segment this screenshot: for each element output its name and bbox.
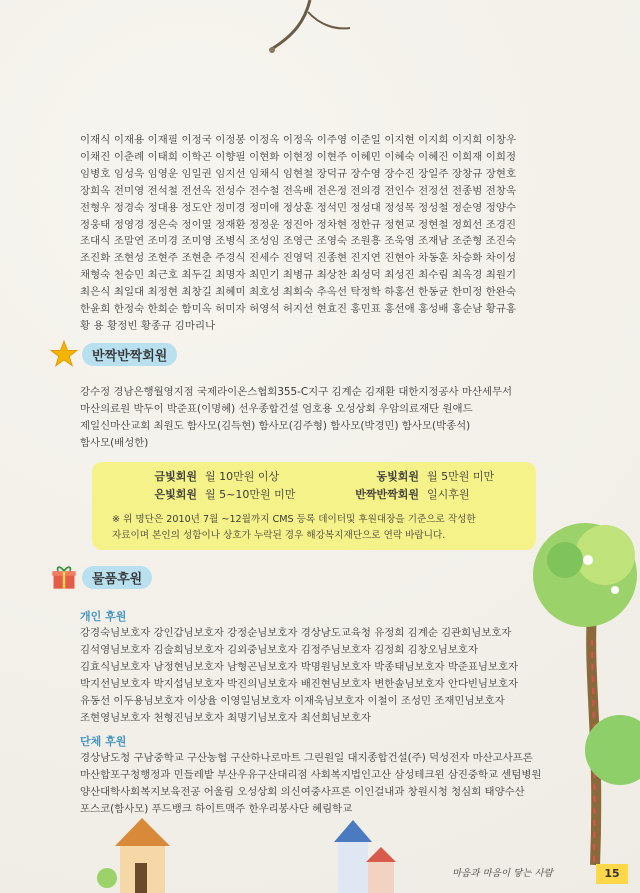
donor-row: 유동선 이두용님보호자 이상율 이영일님보호자 이재욱님보호자 이철이 조성민 조재민님보호자 [80, 695, 505, 707]
donor-row: 마산합포구청행정과 민들레밭 부산우유구산대리점 사회복지법인고산 삼성테크윈 삼진중학교 센텀병원 [80, 769, 542, 781]
sponsor-row: 함사모(배성한) [80, 437, 149, 449]
subheading-group: 단체 후원 [80, 735, 127, 748]
tier-note: ※ 위 명단은 2010년 7월 ~12월까지 CMS 등록 데이터및 후원대장을 기준으로 작성한 자료이며 본인의 성함이나 상호가 누락된 경우 해강복지재단으로 연락 바랍니다. [112, 514, 476, 541]
name-row: 이재식 이재용 이재필 이정국 이정봉 이정옥 이정옥 이주영 이준일 이지현 이지희 이지희 이창우 [80, 134, 517, 146]
donor-row: 박지선님보호자 박지섭님보호자 박진의님보호자 배진현님보호자 변한솔님보호자 안다빈님보호자 [80, 678, 519, 690]
donor-row: 김효식님보호자 남정현님보호자 남형곤님보호자 박명원님보호자 박종태님보호자 박준표님보호자 [80, 661, 519, 673]
name-row: 조대식 조말연 조미경 조미영 조병식 조성임 조영근 조영숙 조원흥 조욱영 조재남 조준형 조진숙 [80, 235, 517, 248]
donor-row: 포스코(함사모) 푸드뱅크 하이트맥주 한우리봉사단 혜림학교 [80, 803, 353, 815]
house-illustration [95, 808, 195, 893]
goods-donors [80, 608, 580, 818]
footer-tagline: 마음과 마음이 닿는 사람 [452, 868, 553, 879]
branch-illustration [250, 0, 370, 80]
name-row: 채형숙 천승민 최근호 최두길 최명자 최민기 최병규 최상찬 최성덕 최성진 최수림 최옥경 최원기 [80, 269, 517, 282]
name-row: 장희옥 전미영 전석철 전선옥 전성수 전수철 전옥배 전은정 전의경 전인수 전정선 전종범 전창욱 [80, 184, 517, 197]
donor-row: 강경숙님보호자 강인갑님보호자 강정순님보호자 경상남도교육청 유정희 김계순 김관희님보호자 [80, 627, 512, 639]
section-heading-sparkle [50, 340, 177, 368]
sponsor-row: 강수정 경남은행월영지점 국제라이온스협회355-C지구 김계순 김재환 대한지정공사 마산세무서 [80, 386, 513, 398]
name-row: 황 용 황정빈 황종규 김마리나 [80, 319, 216, 332]
tier-silver: 은빛회원 월 5~10만원 미만 [154, 488, 296, 501]
house-illustration [330, 815, 400, 893]
section-title: 물품후원 [82, 566, 152, 589]
tier-sparkle: 반짝반짝회원 일시후원 [355, 488, 470, 501]
sponsor-row: 제일신마산교회 최원도 함사모(김득현) 함사모(김주형) 함사모(박경민) 함사모(박종석) [80, 420, 471, 432]
sparkle-members [80, 384, 560, 452]
name-row: 전형우 정경숙 정대용 정도안 정미경 정미애 정상훈 정석민 정성대 정성목 정성철 정순영 정양수 [80, 201, 517, 214]
section-heading-goods [50, 563, 152, 591]
star-icon [50, 340, 78, 368]
member-names [80, 132, 550, 335]
page-number: 15 [596, 864, 628, 884]
membership-tier-box [92, 462, 536, 550]
gift-icon [50, 563, 78, 591]
subheading-individual: 개인 후원 [80, 610, 127, 623]
name-row: 이채진 이춘례 이태희 이학곤 이향필 이현화 이현정 이현주 이혜민 이혜숙 이혜진 이희재 이희정 [80, 150, 517, 163]
tier-bronze: 동빛회원 월 5만원 미만 [376, 470, 495, 483]
tier-gold: 금빛회원 월 10만원 이상 [154, 470, 280, 483]
name-row: 정웅태 정영경 정은숙 정이열 정재환 정정운 정진아 정차현 정한규 정현교 정현철 정희선 조경진 [80, 218, 517, 231]
donor-row: 양산대학사회복지보육전공 어울림 오성상회 의신여중사프론 이인걸내과 창원시청 청심회 태양수산 [80, 786, 525, 798]
name-row: 한윤희 한정숙 한희순 함미옥 허미자 허영석 허지선 현효진 홍민표 홍선애 홍성배 홍순남 황규홍 [80, 303, 517, 316]
tree-illustration [530, 520, 640, 865]
name-row: 조진화 조현성 조현주 조현춘 주경식 진세수 진영덕 진종현 진지연 진현아 차동훈 차승화 차이성 [80, 252, 517, 265]
donor-row: 조현영님보호자 천형진님보호자 최명기님보호자 최선희님보호자 [80, 712, 371, 724]
donor-row: 김석영님보호자 김술희님보호자 김외중님보호자 김정주님보호자 김정희 김창오님보호자 [80, 644, 478, 656]
donor-row: 경상남도청 구남중학교 구산농협 구산하나로마트 그린원일 대지종합건설(주) 덕성전자 마산고사프론 [80, 752, 533, 764]
name-row: 최은식 최일대 최정현 최창길 최혜미 최호성 최회숙 추옥선 탁정학 하홍선 한동균 한미정 한완숙 [80, 286, 517, 299]
name-row: 임병호 임성욱 임영운 임일권 임지선 임채식 임현철 장덕규 장수영 장수진 장일주 장창규 장현호 [80, 167, 517, 180]
sponsor-row: 마산의료원 박두이 박준표(이명혜) 선우종합건설 엄호용 오성상회 우암의료재단 원애드 [80, 403, 473, 415]
section-title: 반짝반짝회원 [82, 343, 177, 366]
